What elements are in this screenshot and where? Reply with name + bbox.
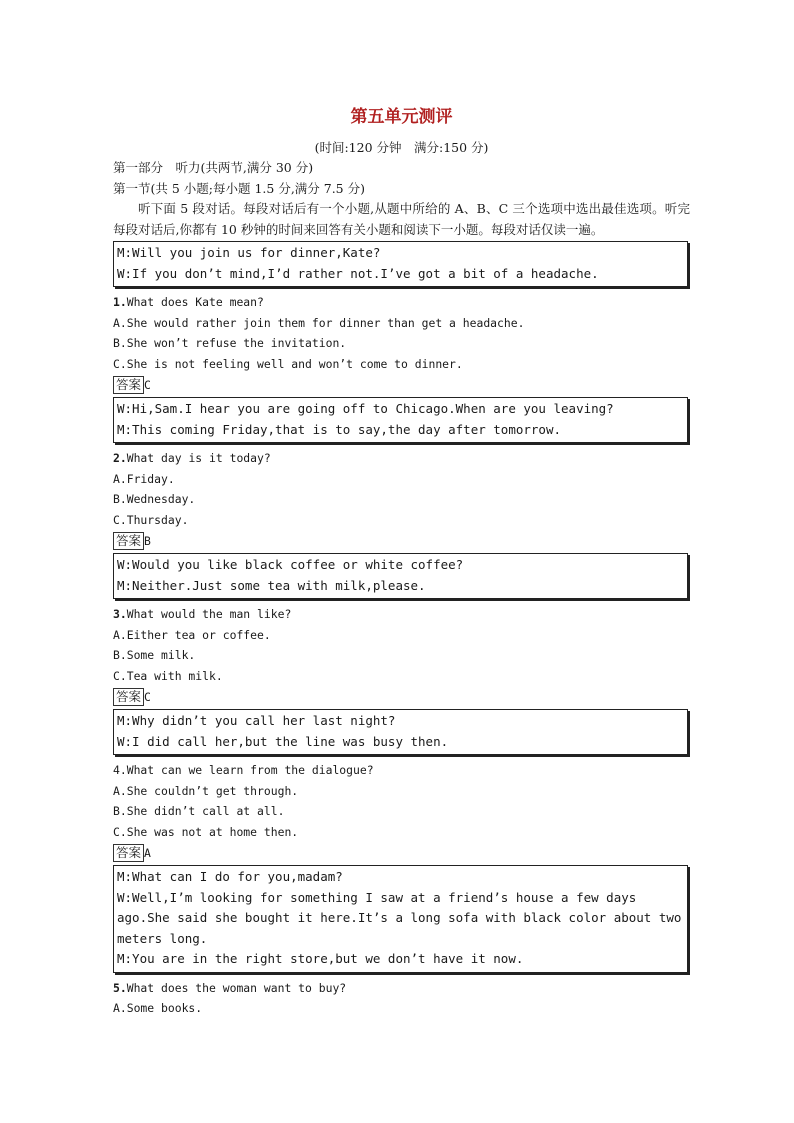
answer-label: 答案 <box>113 532 144 550</box>
answer-3 <box>113 686 690 707</box>
option-a: A.Some books. <box>113 1001 203 1015</box>
page-title: 第五单元测评 <box>350 107 453 127</box>
dialogue-line: W:Hi,Sam.I hear you are going off to Chicago.When are you leaving? <box>117 401 614 416</box>
dialogue-box-3 <box>113 553 688 599</box>
instructions: 听下面 5 段对话。每段对话后有一个小题,从题中所给的 A、B、C 三个选项中选出最佳选项。听完每段对话后,你都有 10 秒钟的时间来回答有关小题和阅读下一小题。每段对话仅读一遍。 <box>113 201 690 237</box>
option-b: B.She didn’t call at all. <box>113 804 285 818</box>
option-c: C.She was not at home then. <box>113 824 299 839</box>
question-text: What can we learn from the dialogue? <box>126 763 374 777</box>
option-a: A.Either tea or coffee. <box>113 627 271 642</box>
question-4 <box>113 760 690 781</box>
question-number: 5. <box>113 980 127 995</box>
dialogue-line: M:What can I do for you,madam? <box>117 869 343 884</box>
dialogue-box-4 <box>113 709 688 755</box>
dialogue-line: M:You are in the right store,but we don’t have it now. <box>117 951 524 966</box>
exam-time-score: (时间:120 分钟 满分:150 分) <box>314 140 489 155</box>
answer-label: 答案 <box>113 844 144 862</box>
answer-value: C <box>144 690 151 704</box>
dialogue-box-5 <box>113 865 688 973</box>
option-a: A.She would rather join them for dinner than get a headache. <box>113 315 525 330</box>
dialogue-line: M:Will you join us for dinner,Kate? <box>117 245 381 260</box>
dialogue-box-1 <box>113 241 688 287</box>
answer-value: C <box>144 378 151 392</box>
question-number: 3. <box>113 607 127 621</box>
option-a: A.She couldn’t get through. <box>113 783 299 798</box>
dialogue-line: W:If you don’t mind,I’d rather not.I’ve got a bit of a headache. <box>117 265 599 281</box>
dialogue-line: W:Well,I’m looking for something I saw at a friend’s house a few days ago.She said she bought it here.It’s a long sofa with black color about two meters long. <box>117 889 682 946</box>
dialogue-line: W:I did call her,but the line was busy then. <box>117 733 449 749</box>
section-heading: 第一节(共 5 小题;每小题 1.5 分,满分 7.5 分) <box>113 180 365 196</box>
answer-4 <box>113 842 690 863</box>
part-heading: 第一部分 听力(共两节,满分 30 分) <box>113 160 314 175</box>
option-a: A.Friday. <box>113 471 175 486</box>
answer-value: B <box>144 534 151 548</box>
option-b: B.She won’t refuse the invitation. <box>113 336 347 350</box>
answer-2 <box>113 530 690 551</box>
question-5 <box>113 978 690 999</box>
question-text: What day is it today? <box>126 451 271 465</box>
answer-value: A <box>144 846 151 860</box>
answer-label: 答案 <box>113 376 144 394</box>
question-number: 4. <box>113 763 127 777</box>
exam-page <box>113 104 690 1019</box>
option-b: B.Wednesday. <box>113 492 196 506</box>
dialogue-line: M:Why didn’t you call her last night? <box>117 713 396 728</box>
dialogue-line: W:Would you like black coffee or white coffee? <box>117 557 464 572</box>
option-c: C.Tea with milk. <box>113 668 223 683</box>
question-text: What would the man like? <box>126 607 292 621</box>
dialogue-line: M:Neither.Just some tea with milk,please. <box>117 577 426 593</box>
option-c: C.She is not feeling well and won’t come to dinner. <box>113 356 463 371</box>
question-3 <box>113 604 690 625</box>
option-c: C.Thursday. <box>113 512 189 527</box>
question-text: What does Kate mean? <box>126 295 264 309</box>
question-2 <box>113 448 690 469</box>
question-text: What does the woman want to buy? <box>126 980 347 995</box>
question-number: 1. <box>113 295 127 309</box>
question-number: 2. <box>113 451 127 465</box>
answer-1 <box>113 374 690 395</box>
dialogue-box-2 <box>113 397 688 443</box>
dialogue-line: M:This coming Friday,that is to say,the day after tomorrow. <box>117 421 562 437</box>
option-b: B.Some milk. <box>113 648 196 662</box>
question-1 <box>113 292 690 313</box>
answer-label: 答案 <box>113 688 144 706</box>
